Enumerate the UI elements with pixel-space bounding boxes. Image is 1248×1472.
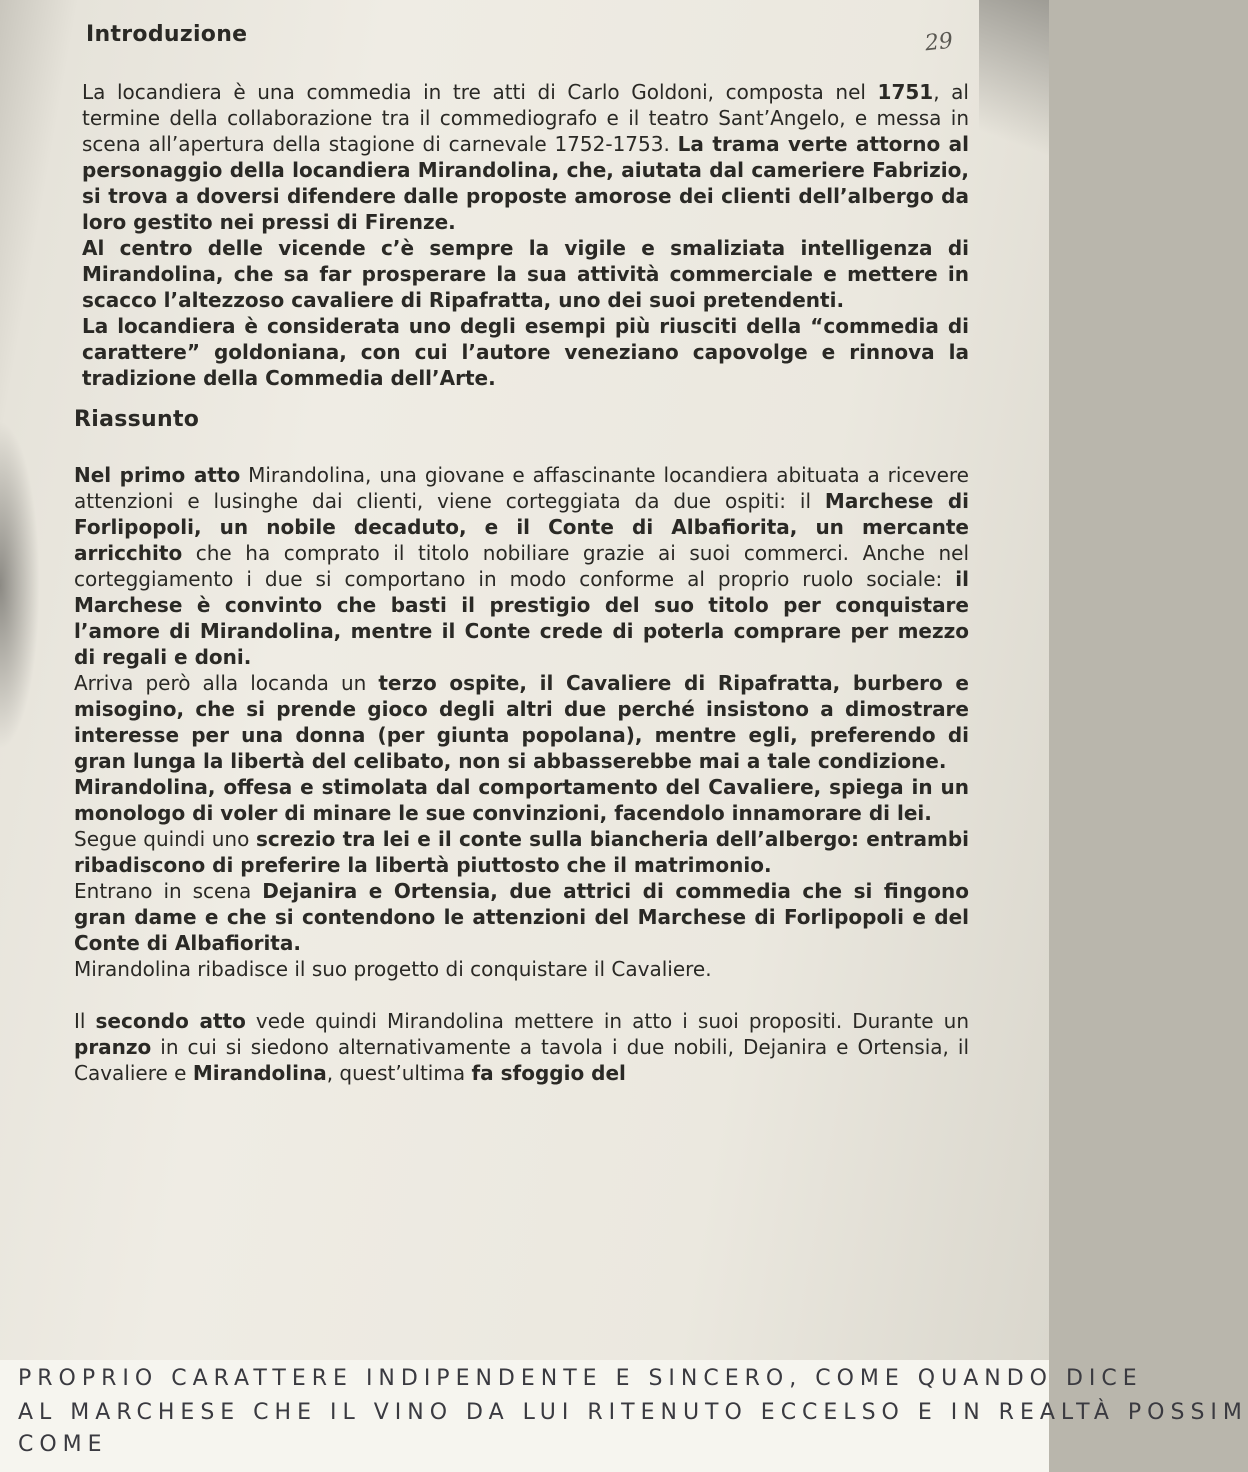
- second-act-paragraph: [74, 1008, 969, 1086]
- handwritten-line: COME: [18, 1432, 108, 1457]
- bold-text-run: Dejanira e Ortensia, due attrici di commedia che si fingono gran dame e che si contendono le attenzioni del Marchese di Forlipopoli e del Conte di Albafiorita.: [74, 879, 969, 955]
- bold-text-run: Marchese di Forlipopoli, un nobile decaduto, e il Conte di Albafiorita, un mercante arricchito: [74, 489, 969, 565]
- bold-text-run: Mirandolina: [192, 1061, 327, 1085]
- intro-paragraph: [82, 79, 969, 235]
- bold-text-run: screzio tra lei e il conte sulla biancheria dell’albergo: entrambi ribadiscono di preferire la libertà piuttosto che il matrimonio.: [74, 827, 969, 877]
- bold-text-run: Nel primo atto: [74, 463, 241, 487]
- paragraph-gap: [74, 982, 969, 1008]
- bold-text-run: pranzo: [74, 1035, 152, 1059]
- text-run: La locandiera è una commedia in tre atti di Carlo Goldoni, composta nel: [82, 80, 878, 104]
- summary-paragraph: [74, 956, 969, 982]
- summary-paragraph: [74, 670, 969, 774]
- text-run: vede quindi Mirandolina mettere in atto i suoi propositi. Durante un: [245, 1009, 969, 1033]
- summary-body: [74, 462, 969, 1086]
- bold-text-run: terzo ospite, il Cavaliere di Ripafratta, burbero e misogino, che si prende gioco degli altri due perché insistono a dimostrare interesse per una donna (per giunta popolana), mentre egli, preferendo di gran lunga la libertà del celibato, non si abbasserebbe mai a tale condizione.: [74, 671, 969, 773]
- text-run: Mirandolina, una giovane e affascinante locandiera abituata a ricevere attenzioni e lusinghe dai clienti, viene corteggiata da due ospiti: il: [74, 463, 969, 513]
- bold-text-run: La trama verte attorno al personaggio della locandiera Mirandolina, che, aiutata dal cameriere Fabrizio, si trova a doversi difendere dalle proposte amorose dei clienti dell’albergo da loro gestito nei pressi di Firenze.: [82, 132, 970, 234]
- handwritten-line: PROPRIO CARATTERE INDIPENDENTE E SINCERO, COME QUANDO DICE: [18, 1366, 1143, 1391]
- text-run: Arriva però alla locanda un: [74, 671, 379, 695]
- bold-text-run: il Marchese è convinto che basti il prestigio del suo titolo per conquistare l’amore di Mirandolina, mentre il Conte crede di poterla comprare per mezzo di regali e doni.: [74, 567, 969, 669]
- bold-text-run: 1751: [877, 80, 934, 104]
- bold-text-run: Mirandolina, offesa e stimolata dal comportamento del Cavaliere, spiega in un monologo di voler di minare le sue convinzioni, facendolo innamorare di lei.: [74, 775, 969, 825]
- bold-text-run: La locandiera è considerata uno degli esempi più riusciti della “commedia di carattere” goldoniana, con cui l’autore veneziano capovolge e rinnova la tradizione della Commedia dell’Arte.: [82, 314, 969, 390]
- summary-paragraph: [74, 826, 969, 878]
- text-run: Mirandolina ribadisce il suo progetto di conquistare il Cavaliere.: [74, 957, 712, 981]
- text-run: , quest’ultima: [326, 1061, 472, 1085]
- handwritten-note: [0, 1360, 1248, 1472]
- intro-body: [74, 79, 969, 391]
- page-number: 29: [923, 28, 955, 57]
- bold-text-run: Al centro delle vicende c’è sempre la vigile e smaliziata intelligenza di Mirandolina, che sa far prosperare la sua attività commerciale e mettere in scacco l’altezzoso cavaliere di Ripafratta, uno dei suoi pretendenti.: [82, 236, 969, 312]
- bold-text-run: fa sfoggio del: [471, 1061, 626, 1085]
- summary-paragraph: [74, 774, 969, 826]
- summary-paragraph: [74, 878, 969, 956]
- text-run: Segue quindi uno: [74, 827, 256, 851]
- handwritten-line: AL MARCHESE CHE IL VINO DA LUI RITENUTO ECCELSO E IN REALTÀ POSSIM: [18, 1400, 1248, 1425]
- page-shadow: [0, 420, 40, 750]
- intro-paragraph: [82, 313, 969, 391]
- page-corner-fold: [979, 0, 1049, 170]
- section-title-introduzione: Introduzione: [86, 22, 248, 47]
- text-run: che ha comprato il titolo nobiliare grazie ai suoi commerci. Anche nel corteggiamento i due si comportano in modo conforme al proprio ruolo sociale:: [74, 541, 969, 591]
- text-run: Entrano in scena: [74, 879, 263, 903]
- bold-text-run: secondo atto: [95, 1009, 246, 1033]
- summary-paragraph: [74, 462, 969, 670]
- document-content: [74, 12, 969, 1086]
- text-run: in cui si siedono alternativamente a tavola i due nobili, Dejanira e Ortensia, il Cavaliere e: [74, 1035, 969, 1085]
- text-run: , al termine della collaborazione tra il commediografo e il teatro Sant’Angelo, e messa in scena all’apertura della stagione di carnevale 1752-1753.: [82, 80, 969, 156]
- intro-paragraph: [82, 235, 969, 313]
- text-run: Il: [74, 1009, 96, 1033]
- section-title-riassunto: Riassunto: [74, 407, 200, 432]
